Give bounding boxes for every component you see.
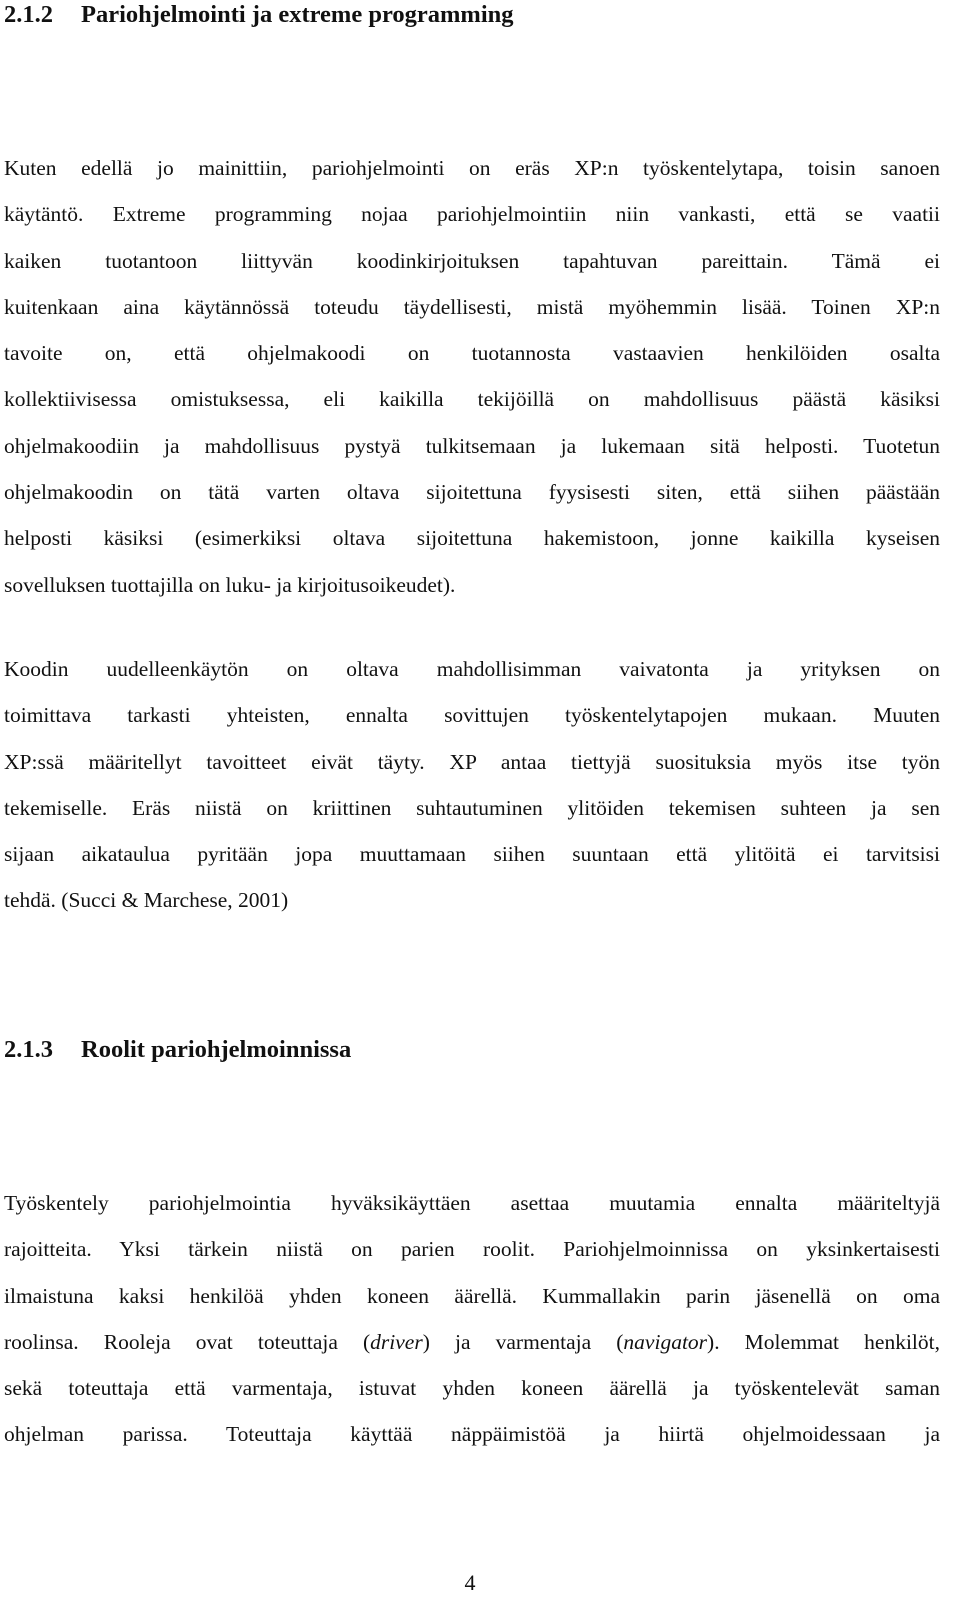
section-title: Pariohjelmointi ja extreme programming [81,1,514,28]
text-line: kuitenkaan aina käytännössä toteudu täydellisesti, mistä myöhemmin lisää. Toinen XP:n [4,294,940,319]
text-line: tekemiselle. Eräs niistä on kriittinen suhtautuminen ylitöiden tekemisen suhteen ja sen [4,795,940,820]
text-line: toimittava tarkasti yhteisten, ennalta sovittujen työskentelytapojen mukaan. Muuten [4,703,940,728]
text-run: roolinsa. Rooleja ovat toteuttaja ( [4,1329,371,1354]
section-number: 2.1.2 [4,1,53,28]
section-heading-2-1-3 [4,1035,351,1065]
text-line: XP:ssä määritellyt tavoitteet eivät täyty. XP antaa tiettyjä suosituksia myös itse työn [4,749,940,774]
text-run: ). Molemmat henkilöt, [707,1329,940,1354]
text-line: ohjelmakoodin on tätä varten oltava sijoitettuna fyysisesti siten, että siihen päästään [4,480,940,505]
text-line: sekä toteuttaja että varmentaja, istuvat yhden koneen äärellä ja työskentelevät saman [4,1376,940,1401]
section-heading-2-1-2 [4,0,514,30]
text-line: tavoite on, että ohjelmakoodi on tuotannosta vastaavien henkilöiden osalta [4,341,940,366]
text-line [4,1319,940,1365]
text-line: Koodin uudelleenkäytön on oltava mahdollisimman vaivatonta ja yrityksen on [4,657,940,681]
text-line: kaiken tuotantoon liittyvän koodinkirjoituksen tapahtuvan pareittain. Tämä ei [4,248,940,273]
text-line: ohjelman parissa. Toteuttaja käyttää näppäimistöä ja hiirtä ohjelmoidessaan ja [4,1422,940,1447]
paragraph-pair-roles [4,1180,940,1458]
text-line: ohjelmakoodiin ja mahdollisuus pystyä tulkitsemaan ja lukemaan sitä helposti. Tuotetun [4,433,940,458]
text-line: Työskentely pariohjelmointia hyväksikäyttäen asettaa muutamia ennalta määriteltyjä [4,1191,940,1215]
text-line: rajoitteita. Yksi tärkein niistä on parien roolit. Pariohjelmoinnissa on yksinkertaisesti [4,1237,940,1262]
paragraph-code-reuse [4,646,940,924]
page-number: 4 [464,1570,476,1595]
text-line: kollektiivisessa omistuksessa, eli kaikilla tekijöillä on mahdollisuus päästä käsiksi [4,387,940,412]
paragraph-xp-practice [4,145,940,608]
text-line: Kuten edellä jo mainittiin, pariohjelmointi on eräs XP:n työskentelytapa, toisin sanoen [4,156,940,180]
text-line: sovelluksen tuottajilla on luku- ja kirjoitusoikeudet). [4,572,456,597]
section-number: 2.1.3 [4,1036,53,1063]
term-navigator: navigator [623,1329,708,1354]
text-line: tehdä. (Succi & Marchese, 2001) [4,888,289,913]
text-line: käytäntö. Extreme programming nojaa pariohjelmointiin niin vankasti, että se vaatii [4,202,940,227]
text-run: ) ja varmentaja ( [422,1329,624,1354]
text-line: sijaan aikataulua pyritään jopa muuttamaan siihen suuntaan että ylitöitä ei tarvitsisi [4,842,940,867]
text-line: helposti käsiksi (esimerkiksi oltava sijoitettuna hakemistoon, jonne kaikilla kyseisen [4,526,940,551]
text-line: ilmaistuna kaksi henkilöä yhden koneen äärellä. Kummallakin parin jäsenellä on oma [4,1283,940,1308]
section-title: Roolit pariohjelmoinnissa [81,1036,352,1063]
term-driver: driver [370,1329,423,1354]
